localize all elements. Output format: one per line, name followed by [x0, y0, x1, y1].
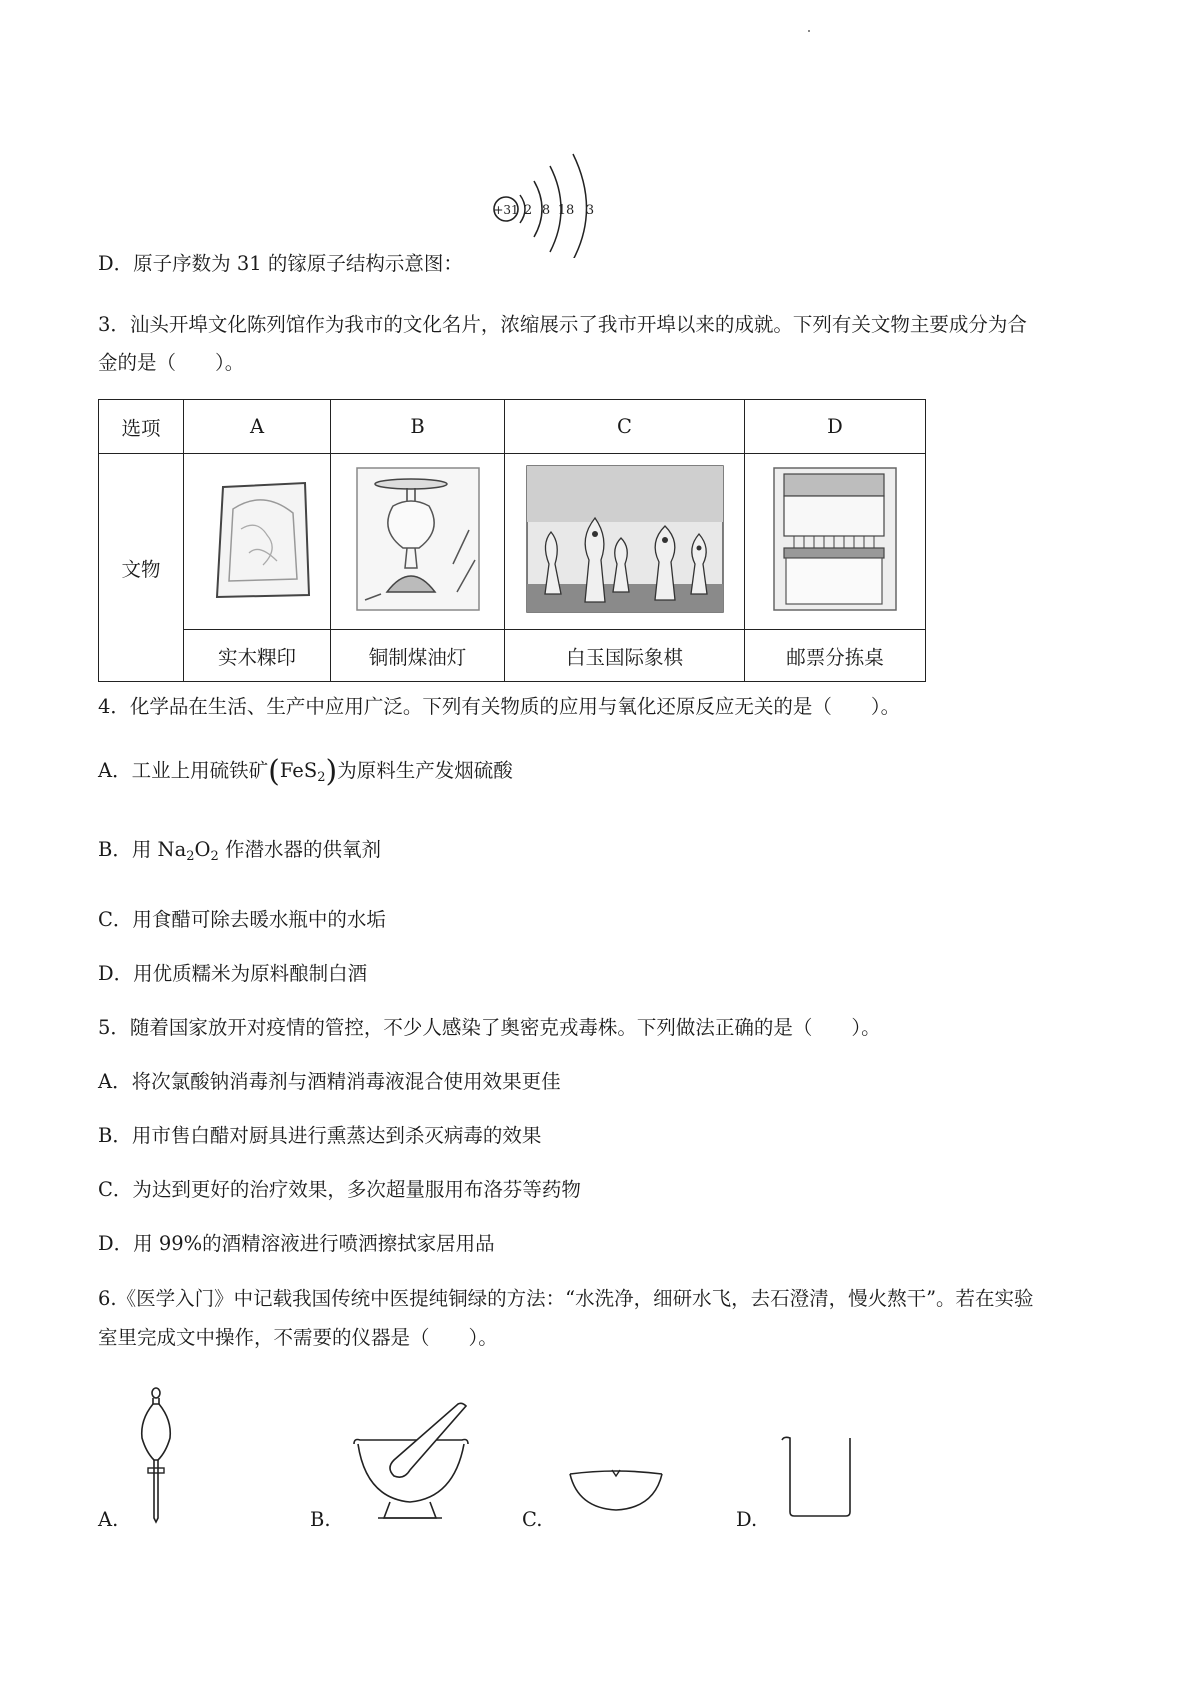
q5-option-d: D．用 99%的酒精溶液进行喷洒擦拭家居用品 [98, 1232, 495, 1255]
shell-2-count: 8 [541, 203, 551, 218]
q5-option-a: A．将次氯酸钠消毒剂与酒精消毒液混合使用效果更佳 [98, 1070, 561, 1093]
mortar-and-pestle-icon [350, 1402, 478, 1526]
copper-oil-lamp-image [353, 464, 483, 614]
q4-stem: 4．化学品在生活、生产中应用广泛。下列有关物质的应用与氧化还原反应无关的是（ ）。 [98, 695, 901, 718]
q6-label-b: B. [310, 1508, 331, 1531]
evaporating-dish-icon [566, 1466, 666, 1516]
q3-stem-line1: 3．汕头开埠文化陈列馆作为我市的文化名片，浓缩展示了我市开埠以来的成就。下列有关文物主要成分为合 [98, 313, 1027, 336]
table-option-c: C [505, 400, 745, 454]
left-paren: ( [268, 754, 280, 789]
q4-option-b [98, 838, 381, 869]
nucleus-charge: +31 [493, 203, 519, 217]
formula-o: O [194, 838, 211, 861]
q5-stem: 5．随着国家放开对疫情的管控，不少人感染了奥密克戎毒株。下列做法正确的是（ ）。 [98, 1016, 881, 1039]
q6-stem-line1: 6.《医学入门》中记载我国传统中医提纯铜绿的方法：“水洗净，细研水飞，去石澄清，慢火熬干”。若在实验 [98, 1287, 1034, 1310]
artifact-image-c [505, 454, 745, 630]
right-paren: ) [325, 754, 338, 789]
artifact-name-b: 铜制煤油灯 [331, 630, 505, 682]
stamp-sorting-table-image [770, 464, 900, 614]
artifact-image-a [184, 454, 331, 630]
q5-option-c: C．为达到更好的治疗效果，多次超量服用布洛芬等药物 [98, 1178, 581, 1201]
shell-1-count: 2 [523, 203, 533, 218]
q4-option-b-suffix: 作潜水器的供氧剂 [225, 838, 382, 861]
artifact-image-d [745, 454, 926, 630]
q6-label-d: D. [736, 1508, 758, 1531]
formula-fes2: FeS [279, 759, 318, 782]
q4-option-d: D．用优质糯米为原料酿制白酒 [98, 962, 368, 985]
jade-chess-set-image [525, 464, 725, 614]
table-option-a: A [184, 400, 331, 454]
formula-na-subscript: 2 [186, 849, 195, 864]
artifact-image-b [331, 454, 505, 630]
table-option-b: B [331, 400, 505, 454]
wooden-cake-mold-image [197, 469, 317, 609]
table-option-d: D [745, 400, 926, 454]
q4-option-a-prefix: A．工业上用硫铁矿 [98, 759, 269, 782]
formula-fes2-subscript: 2 [317, 770, 326, 785]
q2-option-d: D．原子序数为 31 的镓原子结构示意图： [98, 252, 463, 275]
table-row-label: 文物 [99, 454, 184, 682]
q4-option-a [98, 754, 513, 790]
beaker-icon [780, 1434, 860, 1520]
shell-4-count: 3 [585, 203, 595, 218]
formula-o-subscript: 2 [210, 849, 219, 864]
q3-options-table [98, 399, 926, 682]
gallium-atom-structure-diagram [490, 148, 610, 258]
q4-option-c: C．用食醋可除去暖水瓶中的水垢 [98, 908, 386, 931]
artifact-name-c: 白玉国际象棋 [505, 630, 745, 682]
table-header-label: 选项 [99, 400, 184, 454]
shell-3-count: 18 [557, 203, 575, 218]
q6-label-a: A. [98, 1508, 119, 1531]
q4-option-b-prefix: B．用 [98, 838, 152, 861]
q5-option-b: B．用市售白醋对厨具进行熏蒸达到杀灭病毒的效果 [98, 1124, 542, 1147]
q4-option-a-suffix: 为原料生产发烟硫酸 [337, 759, 513, 782]
page-speck [808, 30, 810, 32]
q3-stem-line2: 金的是（ ）。 [98, 351, 245, 374]
q6-stem-line2: 室里完成文中操作，不需要的仪器是（ ）。 [98, 1326, 498, 1349]
artifact-name-d: 邮票分拣桌 [745, 630, 926, 682]
artifact-name-a: 实木粿印 [184, 630, 331, 682]
formula-na: Na [157, 838, 187, 861]
q6-label-c: C. [522, 1508, 543, 1531]
separatory-funnel-icon [136, 1386, 176, 1524]
